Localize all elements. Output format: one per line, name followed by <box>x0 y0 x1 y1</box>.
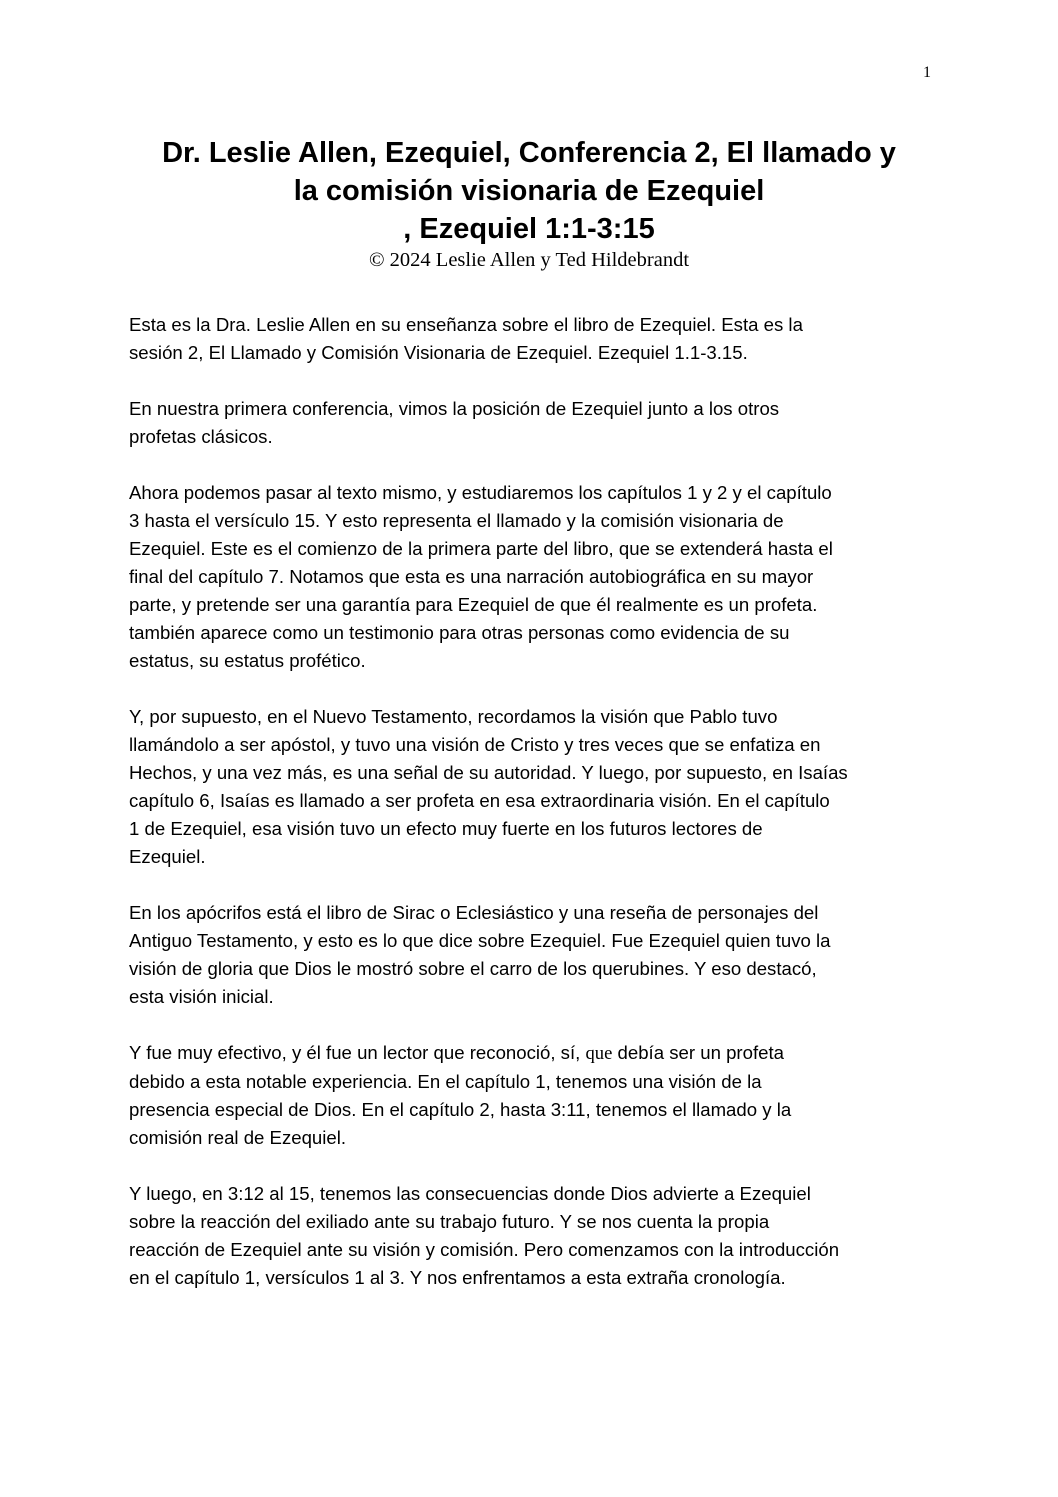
text-line: En los apócrifos está el libro de Sirac o Eclesiástico y una reseña de personajes del <box>129 902 819 923</box>
text-line: final del capítulo 7. Notamos que esta es una narración autobiográfica en su mayor <box>129 566 814 587</box>
text-line: llamándolo a ser apóstol, y tuvo una visión de Cristo y tres veces que se enfatiza en <box>129 734 821 755</box>
text-line: estatus, su estatus profético. <box>129 650 366 671</box>
text-line: comisión real de Ezequiel. <box>129 1127 347 1148</box>
text-line: 3 hasta el versículo 15. Y esto representa el llamado y la comisión visionaria de <box>129 510 784 531</box>
text-line: Ezequiel. <box>129 846 206 867</box>
paragraph <box>129 1039 934 1152</box>
text-line: presencia especial de Dios. En el capítulo 2, hasta 3:11, tenemos el llamado y la <box>129 1099 792 1120</box>
text-line: en el capítulo 1, versículos 1 al 3. Y nos enfrentamos a esta extraña cronología. <box>129 1267 786 1288</box>
text-segment-serif: que <box>585 1043 613 1064</box>
text-line: Ezequiel. Este es el comienzo de la primera parte del libro, que se extenderá hasta el <box>129 538 833 559</box>
text-line: parte, y pretende ser una garantía para Ezequiel de que él realmente es un profeta. <box>129 594 818 615</box>
title-block <box>100 134 958 272</box>
text-line: Antiguo Testamento, y esto es lo que dice sobre Ezequiel. Fue Ezequiel quien tuvo la <box>129 930 831 951</box>
text-line: Esta es la Dra. Leslie Allen en su enseñanza sobre el libro de Ezequiel. Esta es la <box>129 314 803 335</box>
document-title <box>100 134 958 248</box>
text-line: Y, por supuesto, en el Nuevo Testamento, recordamos la visión que Pablo tuvo <box>129 706 778 727</box>
text-line: visión de gloria que Dios le mostró sobre el carro de los querubines. Y eso destacó, <box>129 958 817 979</box>
text-segment: Y fue muy efectivo, y él fue un lector que reconoció, sí, <box>129 1042 581 1063</box>
paragraph <box>129 703 934 871</box>
text-segment: debía ser un profeta <box>617 1042 784 1063</box>
text-line: debido a esta notable experiencia. En el capítulo 1, tenemos una visión de la <box>129 1071 762 1092</box>
text-line: Hechos, y una vez más, es una señal de su autoridad. Y luego, por supuesto, en Isaías <box>129 762 848 783</box>
text-line: sobre la reacción del exiliado ante su trabajo futuro. Y se nos cuenta la propia <box>129 1211 770 1232</box>
text-line: profetas clásicos. <box>129 426 273 447</box>
title-line: la comisión visionaria de Ezequiel <box>293 175 765 207</box>
text-line: En nuestra primera conferencia, vimos la posición de Ezequiel junto a los otros <box>129 398 780 419</box>
text-line <box>129 1039 934 1068</box>
text-line: capítulo 6, Isaías es llamado a ser profeta en esa extraordinaria visión. En el capítulo <box>129 790 830 811</box>
text-line: esta visión inicial. <box>129 986 274 1007</box>
title-line: Dr. Leslie Allen, Ezequiel, Conferencia 2, El llamado y <box>162 137 896 169</box>
text-line: también aparece como un testimonio para otras personas como evidencia de su <box>129 622 790 643</box>
paragraph <box>129 311 934 367</box>
page-number: 1 <box>923 64 931 81</box>
text-line: Y luego, en 3:12 al 15, tenemos las consecuencias donde Dios advierte a Ezequiel <box>129 1183 811 1204</box>
title-line: , Ezequiel 1:1-3:15 <box>403 213 655 245</box>
paragraph <box>129 899 934 1011</box>
text-line: reacción de Ezequiel ante su visión y comisión. Pero comenzamos con la introducción <box>129 1239 840 1260</box>
text-line: Ahora podemos pasar al texto mismo, y estudiaremos los capítulos 1 y 2 y el capítulo <box>129 482 832 503</box>
copyright-notice: © 2024 Leslie Allen y Ted Hildebrandt <box>368 249 690 271</box>
document-body <box>129 311 934 1320</box>
paragraph <box>129 479 934 675</box>
paragraph <box>129 395 934 451</box>
text-line: 1 de Ezequiel, esa visión tuvo un efecto muy fuerte en los futuros lectores de <box>129 818 763 839</box>
text-line: sesión 2, El Llamado y Comisión Visionaria de Ezequiel. Ezequiel 1.1-3.15. <box>129 342 748 363</box>
paragraph <box>129 1180 934 1292</box>
